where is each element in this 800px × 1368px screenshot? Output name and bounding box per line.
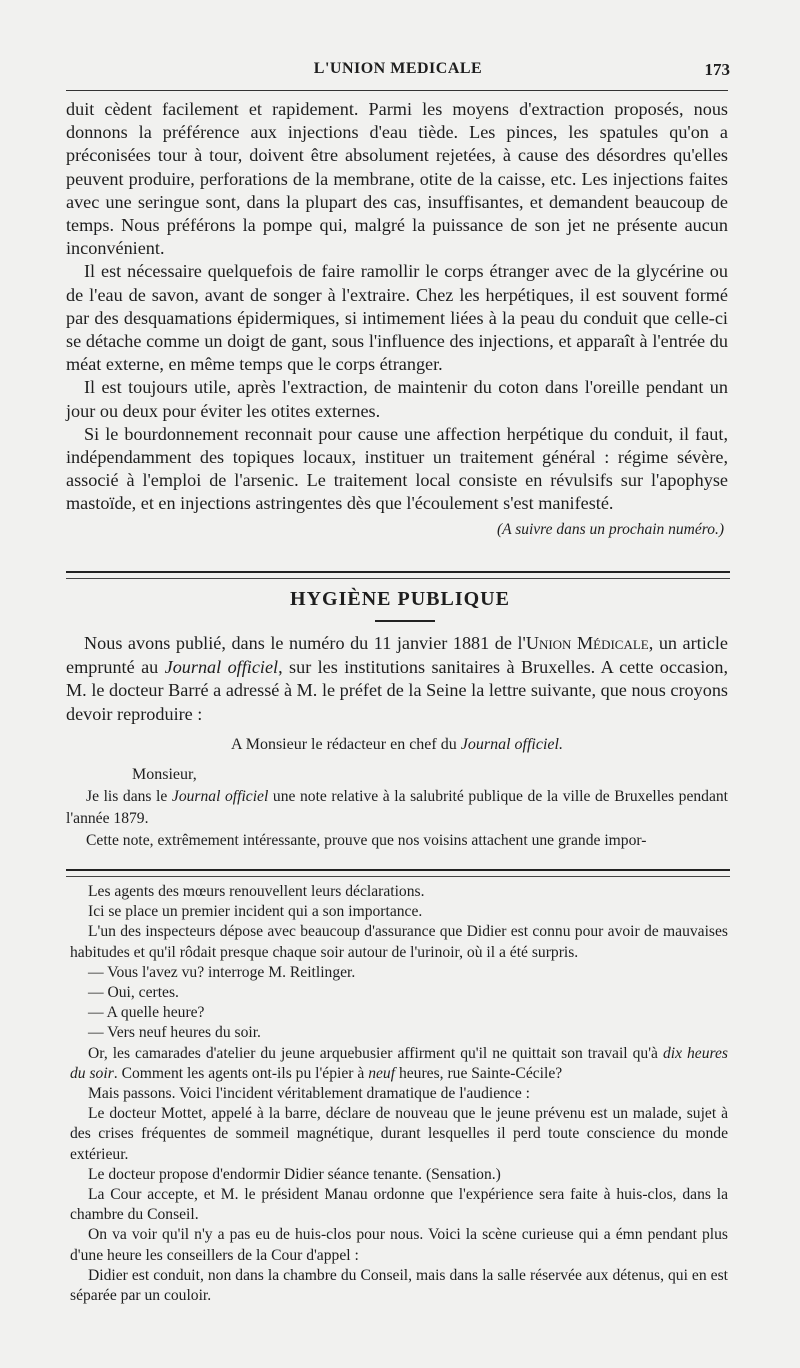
title-underline: [375, 620, 435, 622]
feuilleton-paragraph: On va voir qu'il n'y a pas eu de huis-clos pour nous. Voici la scène curieuse qui a émn pendant plus d'une heure les conseillers de la Cour d'appel :: [70, 1226, 728, 1264]
feuilleton-text: heures, rue Sainte-Cécile?: [395, 1064, 563, 1082]
feuilleton-paragraph: Le docteur propose d'endormir Didier séance tenante. (Sensation.): [88, 1165, 501, 1183]
feuilleton-paragraph: Le docteur Mottet, appelé à la barre, déclare de nouveau que le jeune prévenu est un malade, sujet à des crises fréquentes de sommeil magnétique, durant lesquelles il perd toute conscience du monde extérieur.: [70, 1105, 728, 1163]
intro-text: , sur les institutions sanitaires à Bruxelles. A cette occasion, M. le docteur Barré a adressé à M. le préfet de la Seine la lettre suivante, que nous croyons devoir reproduire :: [66, 656, 728, 724]
intro-text: Nous avons publié, dans le numéro du 11 janvier 1881 de l': [84, 633, 526, 653]
feuilleton-paragraph: Ici se place un premier incident qui a son importance.: [88, 903, 423, 921]
page-header: [66, 56, 730, 86]
feuilleton: [70, 882, 728, 1306]
letter-text: Je lis dans le: [86, 788, 172, 805]
letter-text: une note relative à la salubrité publique de la ville de Bruxelles pendant l'année 1879.: [66, 788, 729, 827]
article-paragraph: duit cèdent facilement et rapidement. Parmi les moyens d'extraction proposés, nous donnons la préférence aux injections d'eau tiède. Les pinces, les spatules qu'on a préconisées tour à tour, doivent être absolument rejetées, à cause des désordres qu'elles peuvent produire, perforations de la membrane, otite de la caisse, etc. Les injections faites avec une seringue sont, dans la plupart des cas, insuffisantes, et demandent beaucoup de temps. Nous préférons la pompe qui, malgré la puissance de son jet ne présente aucun inconvénient.: [66, 99, 728, 259]
feuilleton-italic: dix heures du soir: [70, 1044, 728, 1082]
feuilleton-paragraph: Mais passons. Voici l'incident véritablement dramatique de l'audience :: [88, 1085, 530, 1103]
header-rule: [66, 90, 728, 91]
feuilleton-text: Or, les camarades d'atelier du jeune arquebusier affirment qu'il ne quittait son travail qu'à: [88, 1044, 663, 1062]
letter-salutation: Monsieur,: [132, 765, 197, 783]
to-follow-note: (A suivre dans un prochain numéro.): [496, 520, 724, 538]
dialogue-line: — Oui, certes.: [88, 984, 179, 1002]
article-paragraph: Si le bourdonnement reconnait pour cause une affection herpétique du conduit, il faut, indépendamment des topiques locaux, instituer un traitement général : régime sévère, associé à l'emploi de l'arsenic. Le traitement local consiste en révulsifs sur l'apophyse mastoïde, et en injections astringentes dès que l'écoulement s'est manifesté.: [66, 423, 728, 514]
dialogue-line: — A quelle heure?: [88, 1004, 205, 1022]
feuilleton-paragraph: La Cour accepte, et M. le président Manau ordonne que l'expérience sera faite à huis-clos, dans la chambre du Conseil.: [70, 1186, 728, 1224]
feuilleton-italic: neuf: [368, 1064, 396, 1082]
journal-name: Journal officiel: [171, 788, 269, 805]
feuilleton-paragraph: Les agents des mœurs renouvellent leurs déclarations.: [88, 883, 425, 900]
section-title: HYGIÈNE PUBLIQUE: [290, 588, 510, 610]
feuilleton-paragraph: L'un des inspecteurs dépose avec beaucoup d'assurance que Didier est connu pour avoir de mauvaises habitudes et qu'il rôdait presque chaque soir autour de l'urinoir, où il a été surpris.: [70, 923, 728, 961]
letter-paragraph: [66, 786, 728, 830]
section-divider: [66, 571, 730, 579]
address-text: A Monsieur le rédacteur en chef du: [231, 736, 461, 753]
article-paragraph: Il est toujours utile, après l'extraction, de maintenir du coton dans l'oreille pendant un jour ou deux pour éviter les otites externes.: [66, 377, 728, 421]
intro-text: , un article emprunté au: [66, 633, 728, 677]
running-title: L'UNION MEDICALE: [313, 60, 483, 77]
section-intro: [66, 632, 728, 726]
feuilleton-divider: [66, 869, 730, 877]
dialogue-line: — Vers neuf heures du soir.: [88, 1024, 261, 1042]
journal-name: Journal officiel: [164, 656, 279, 677]
article-continuation: [66, 98, 728, 541]
letter-address: [66, 733, 728, 757]
dialogue-line: — Vous l'avez vu? interroge M. Reitlinger.: [88, 963, 356, 981]
journal-name: Journal officiel.: [460, 736, 563, 753]
feuilleton-text: . Comment les agents ont-ils pu l'épier à: [113, 1064, 369, 1082]
page-number: 173: [704, 60, 730, 79]
feuilleton-paragraph: [70, 1044, 728, 1084]
journal-name: Union Médicale: [525, 633, 649, 653]
letter-body: [66, 786, 728, 852]
article-paragraph: Il est nécessaire quelquefois de faire ramollir le corps étranger avec de la glycérine ou de l'eau de savon, avant de songer à l'extraire. Chez les herpétiques, il est souvent formé par des desquamations épidermiques, si intimement liées à la peau du conduit que celle-ci se détache comme un doigt de gant, sous l'influence des injections, et apparaît à l'entrée du méat externe, en même temps que le corps étranger.: [66, 261, 728, 375]
hygiene-section: [66, 632, 728, 852]
feuilleton-paragraph: Didier est conduit, non dans la chambre du Conseil, mais dans la salle réservée aux détenus, qui en est séparée par un couloir.: [70, 1266, 728, 1305]
letter-paragraph: Cette note, extrêmement intéressante, prouve que nos voisins attachent une grande impor-: [86, 832, 647, 849]
